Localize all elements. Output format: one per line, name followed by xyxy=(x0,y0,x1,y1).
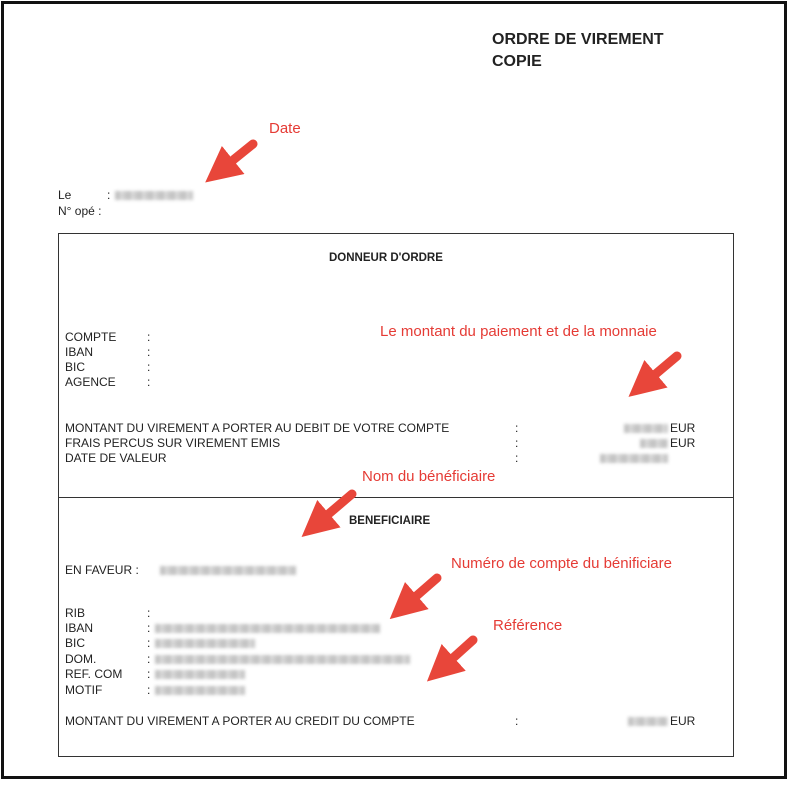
rib-sep: : xyxy=(147,606,151,620)
iban-beneficiary-sep: : xyxy=(147,621,151,635)
motif-sep: : xyxy=(147,683,151,697)
en-faveur-label: EN FAVEUR : xyxy=(65,563,139,577)
arrow-nom-icon xyxy=(318,494,352,523)
montant-credit-sep: : xyxy=(515,714,519,728)
iban-label: IBAN xyxy=(65,345,94,359)
bic-beneficiary-label: BIC xyxy=(65,636,86,650)
annotation-montant: Le montant du paiement et de la monnaie xyxy=(380,323,657,340)
dom-sep: : xyxy=(147,652,151,666)
agence-label: AGENCE xyxy=(65,375,116,389)
annotation-nom: Nom du bénéficiaire xyxy=(362,468,496,485)
ref-com-sep: : xyxy=(147,667,151,681)
iban-sep: : xyxy=(147,345,151,359)
arrow-date-icon xyxy=(222,144,253,169)
montant-debit-currency: EUR xyxy=(670,421,696,435)
agence-sep: : xyxy=(147,375,151,389)
date-valeur-label: DATE DE VALEUR xyxy=(65,451,167,465)
document-subtitle: COPIE xyxy=(492,53,542,70)
donneur-heading: DONNEUR D'ORDRE xyxy=(329,252,443,264)
montant-debit-label: MONTANT DU VIREMENT A PORTER AU DEBIT DE VOTRE COMPTE xyxy=(65,421,450,435)
document-title: ORDRE DE VIREMENT xyxy=(492,31,664,48)
arrow-numero-icon xyxy=(406,578,437,605)
date-valeur-sep: : xyxy=(515,451,519,465)
frais-currency: EUR xyxy=(670,436,696,450)
arrow-reference-icon xyxy=(443,640,473,667)
montant-credit-label: MONTANT DU VIREMENT A PORTER AU CREDIT DU COMPTE xyxy=(65,714,415,728)
date-label: Le xyxy=(58,188,72,202)
montant-credit-currency: EUR xyxy=(670,714,696,728)
montant-debit-sep: : xyxy=(515,421,519,435)
annotation-date: Date xyxy=(269,120,301,137)
compte-label: COMPTE xyxy=(65,330,117,344)
frais-sep: : xyxy=(515,436,519,450)
dom-label: DOM. xyxy=(65,652,97,666)
beneficiaire-heading: BENEFICIAIRE xyxy=(349,515,431,527)
arrow-montant-icon xyxy=(645,356,677,383)
motif-label: MOTIF xyxy=(65,683,103,697)
rib-label: RIB xyxy=(65,606,86,620)
bic-label: BIC xyxy=(65,360,86,374)
date-separator: : xyxy=(107,188,111,202)
annotation-numero: Numéro de compte du bénificiare xyxy=(451,555,672,572)
compte-sep: : xyxy=(147,330,151,344)
operation-number-label: N° opé : xyxy=(58,204,102,218)
bic-sep: : xyxy=(147,360,151,374)
annotation-reference: Référence xyxy=(493,617,563,634)
frais-label: FRAIS PERCUS SUR VIREMENT EMIS xyxy=(65,436,281,450)
bic-beneficiary-sep: : xyxy=(147,636,151,650)
iban-beneficiary-label: IBAN xyxy=(65,621,94,635)
ref-com-label: REF. COM xyxy=(65,667,123,681)
